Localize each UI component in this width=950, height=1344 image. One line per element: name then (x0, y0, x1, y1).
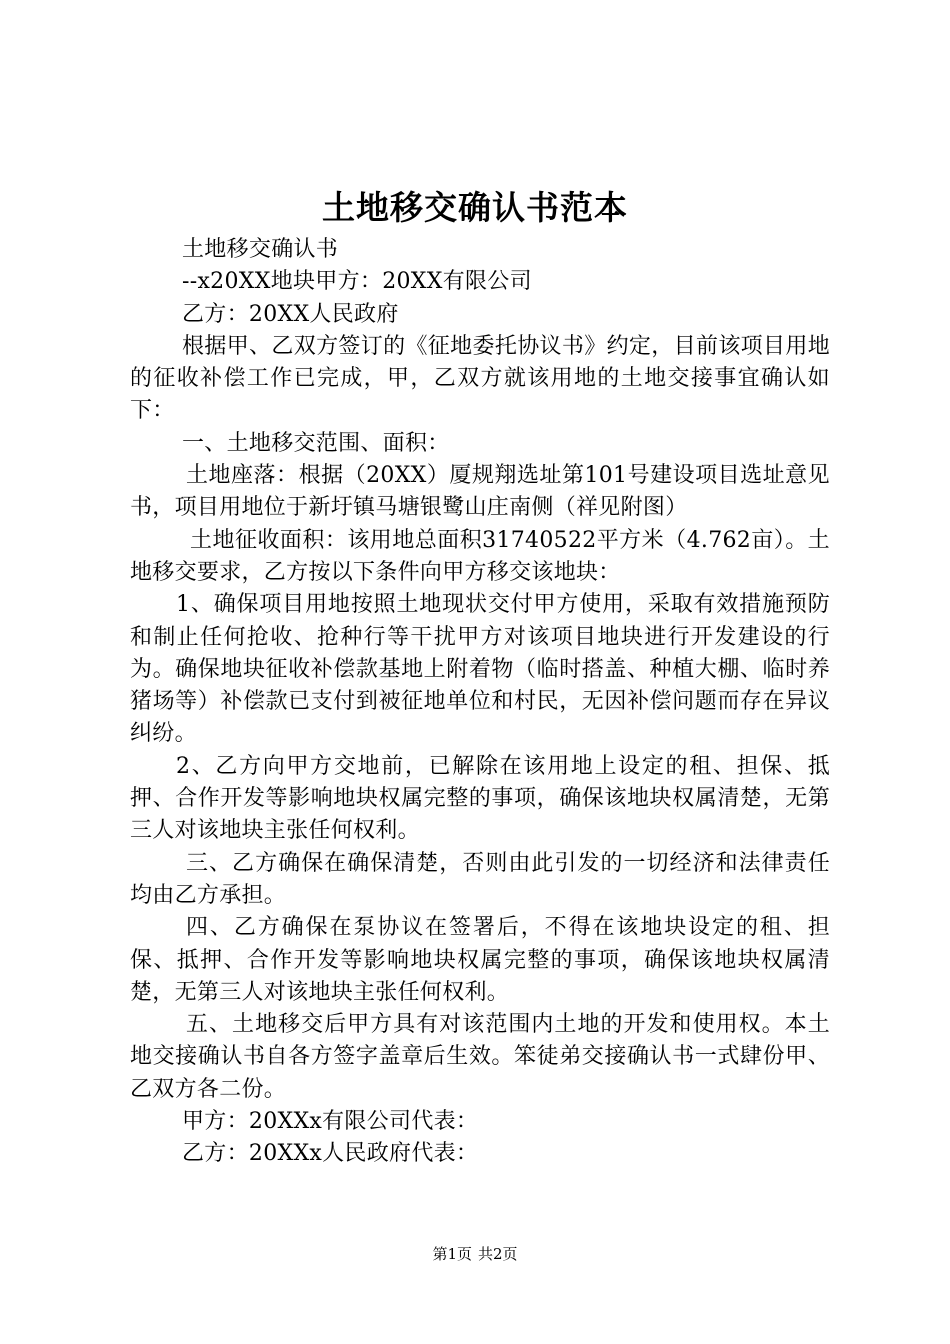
paragraph-land-area: 土地征收面积：该用地总面积31740522平方米（4.762亩）。土地移交要求，乙方按以下条件向甲方移交该地块： (130, 527, 830, 585)
paragraph-doc-heading: 土地移交确认书 (182, 237, 339, 262)
paragraph-requirement-1: 1、确保项目用地按照土地现状交付甲方使用，采取有效措施预防和制止任何抢收、抢种行等干扰甲方对该项目地块进行开发建设的行为。确保地块征收补偿款基地上附着物（临时搭盖、种植大棚、临时养猪场等）补偿款已支付到被征地单位和村民，无因补偿问题而存在异议纠纷。 (130, 592, 830, 747)
paragraph-preamble: 根据甲、乙双方签订的《征地委托协议书》约定，目前该项目用地的征收补偿工作已完成，甲，乙双方就该用地的土地交接事宜确认如下： (130, 333, 830, 424)
paragraph-requirement-2: 2、乙方向甲方交地前，已解除在该用地上设定的租、担保、抵押、合作开发等影响地块权属完整的事项，确保该地块权属清楚，无第三人对该地块主张任何权利。 (130, 753, 830, 844)
paragraph-party-a: --x20XX地块甲方：20XX有限公司 (182, 269, 532, 295)
paragraph-land-location: 土地座落：根据（20XX）厦规翔选址第101号建设项目选址意见书，项目用地位于新圩镇马塘银鹭山庄南侧（祥见附图） (130, 463, 830, 521)
document-title: 土地移交确认书范本 (322, 188, 628, 227)
paragraph-signature-party-b: 乙方：20XXx人民政府代表： (182, 1141, 479, 1167)
paragraph-section-5: 五、土地移交后甲方具有对该范围内土地的开发和使用权。本土地交接确认书自各方签字盖章后生效。笨徒弟交接确认书一式肆份甲、乙双方各二份。 (130, 1012, 830, 1102)
paragraph-section-1-heading: 一、土地移交范围、面积： (182, 430, 450, 456)
page-footer (0, 1244, 950, 1264)
paragraph-party-b: 乙方：20XX人民政府 (182, 301, 399, 327)
page-number-current: 第1页 (432, 1245, 472, 1263)
paragraph-section-3: 三、乙方确保在确保清楚，否则由此引发的一切经济和法律责任均由乙方承担。 (130, 850, 830, 908)
page-number-total: 共2页 (478, 1245, 518, 1263)
document-body (130, 234, 830, 1171)
paragraph-section-4: 四、乙方确保在泵协议在签署后，不得在该地块设定的租、担保、抵押、合作开发等影响地块权属完整的事项，确保该地块权属清楚，无第三人对该地块主张任何权利。 (130, 915, 830, 1005)
paragraph-signature-party-a: 甲方：20XXx有限公司代表： (182, 1109, 479, 1135)
